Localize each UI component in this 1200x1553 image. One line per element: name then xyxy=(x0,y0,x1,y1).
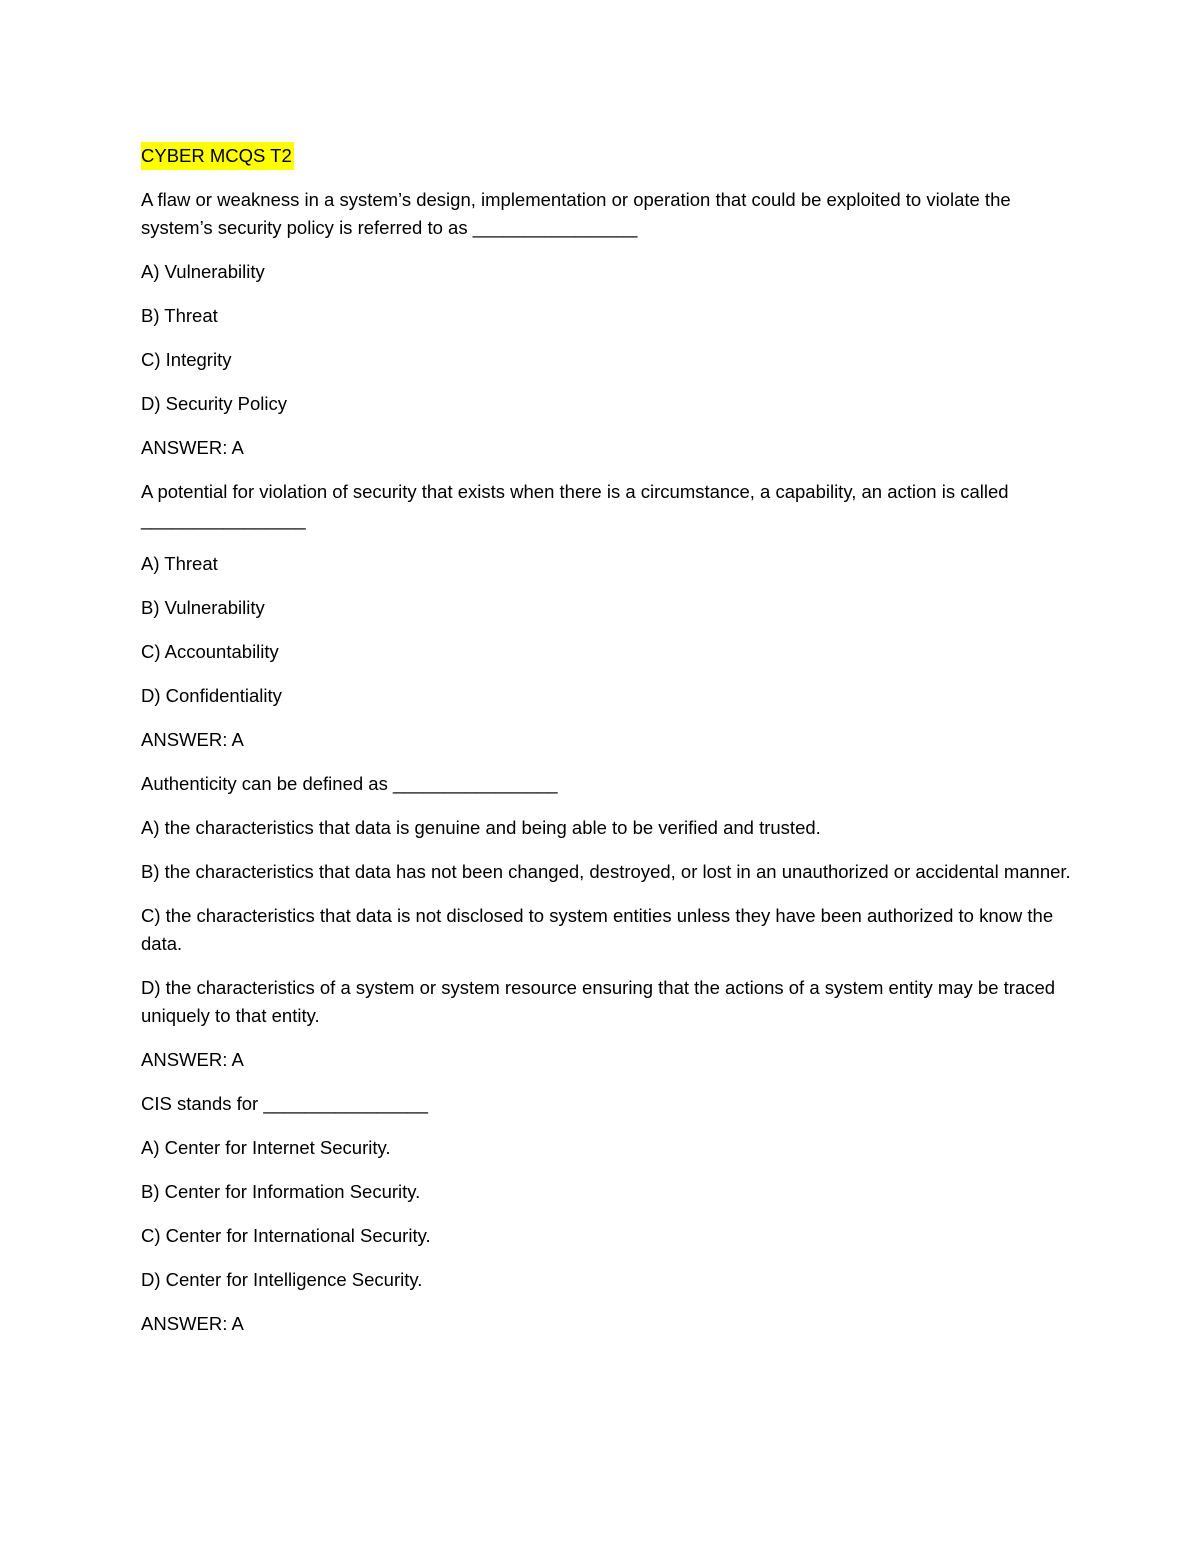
question-2-option-d: D) Confidentiality xyxy=(141,685,282,706)
document-title-line xyxy=(141,142,1071,170)
question-4-option-d: D) Center for Intelligence Security. xyxy=(141,1269,423,1290)
question-1-option-b: B) Threat xyxy=(141,305,218,326)
question-4-option-b: B) Center for Information Security. xyxy=(141,1181,421,1202)
question-4-option-a: A) Center for Internet Security. xyxy=(141,1137,391,1158)
question-1-option-d: D) Security Policy xyxy=(141,393,287,414)
question-1-answer: ANSWER: A xyxy=(141,437,244,458)
question-1-option-c: C) Integrity xyxy=(141,349,232,370)
question-2-text: A potential for violation of security that exists when there is a circumstance, a capability, an action is called ________________ xyxy=(141,481,1009,530)
question-3-option-c: C) the characteristics that data is not disclosed to system entities unless they have been authorized to know the data. xyxy=(141,905,1054,954)
question-4-option-c: C) Center for International Security. xyxy=(141,1225,431,1246)
question-1-text: A flaw or weakness in a system’s design, implementation or operation that could be exploited to violate the system’s security policy is referred to as ________________ xyxy=(141,189,1011,238)
question-4-text: CIS stands for ________________ xyxy=(141,1093,428,1114)
document-content xyxy=(141,142,1071,1354)
question-3-option-b: B) the characteristics that data has not been changed, destroyed, or lost in an unauthorized or accidental manner. xyxy=(141,861,1071,882)
question-3-option-d: D) the characteristics of a system or system resource ensuring that the actions of a system entity may be traced uniquely to that entity. xyxy=(141,977,1056,1026)
question-2-option-b: B) Vulnerability xyxy=(141,597,265,618)
document-title: CYBER MCQS T2 xyxy=(141,142,294,170)
question-2-option-a: A) Threat xyxy=(141,553,218,574)
question-4-answer: ANSWER: A xyxy=(141,1313,244,1334)
question-2-answer: ANSWER: A xyxy=(141,729,244,750)
question-3-option-a: A) the characteristics that data is genuine and being able to be verified and trusted. xyxy=(141,817,821,838)
question-2-option-c: C) Accountability xyxy=(141,641,279,662)
question-3-text: Authenticity can be defined as ________________ xyxy=(141,773,558,794)
question-1-option-a: A) Vulnerability xyxy=(141,261,265,282)
question-3-answer: ANSWER: A xyxy=(141,1049,244,1070)
